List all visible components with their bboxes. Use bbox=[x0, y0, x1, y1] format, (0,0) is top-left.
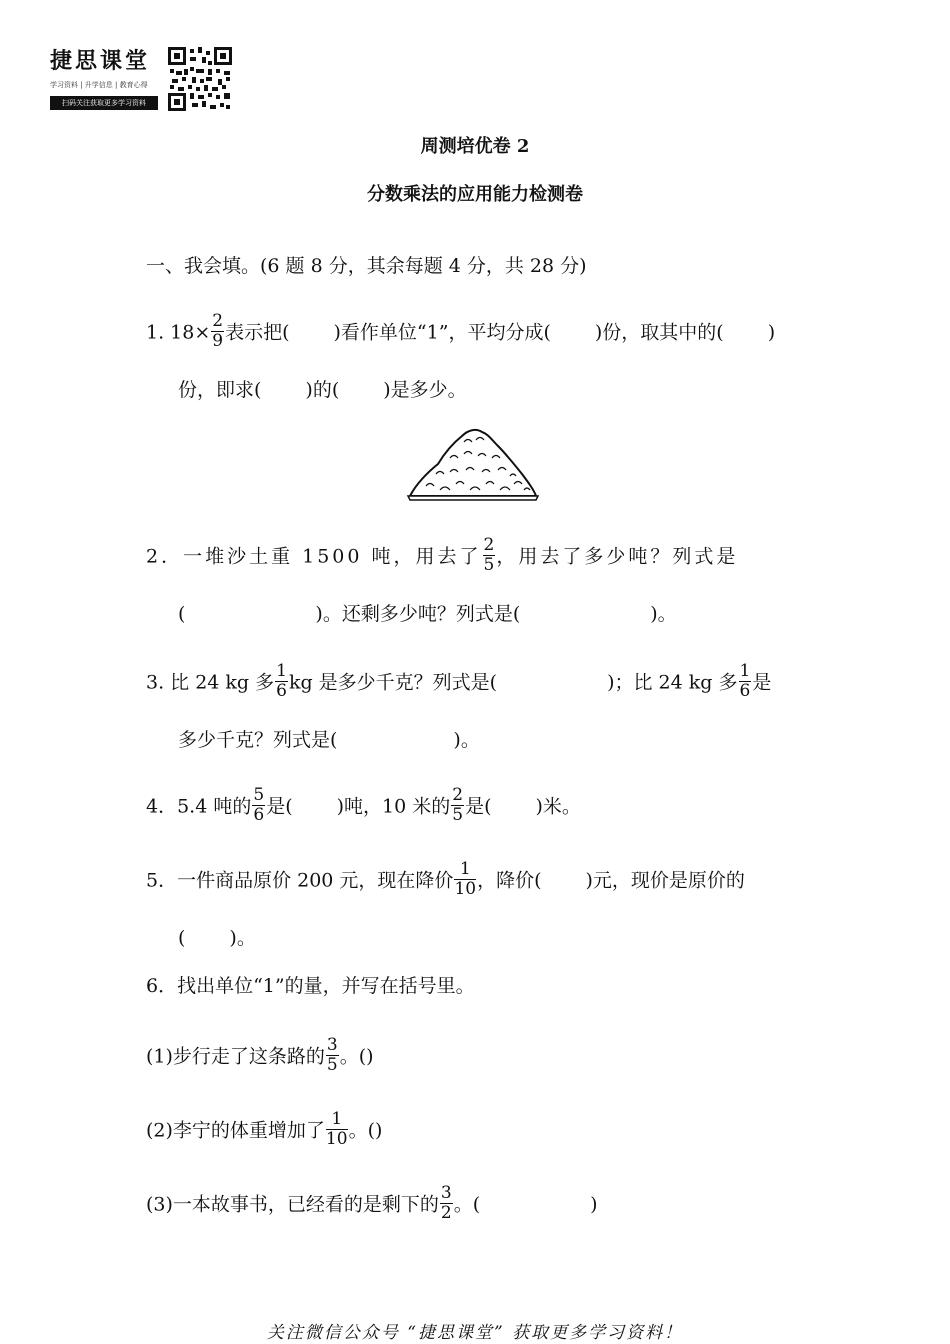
question-6-1: (1)步行走了这条路的 $\frac{3}{5}$ 。() bbox=[146, 1035, 374, 1075]
question-3-line2: 多少千克？列式是( )。 bbox=[178, 729, 480, 751]
fraction: $\frac{1}{10}$ bbox=[454, 859, 477, 899]
question-5: 5．一件商品原价 200 元，现在降价 $\frac{1}{10}$ ，降价( )元，现价是原价的 bbox=[146, 859, 745, 899]
fraction: $\frac{5}{6}$ bbox=[253, 785, 265, 825]
section-heading: 一、我会填。(6 题 8 分，其余每题 4 分，共 28 分) bbox=[146, 255, 587, 277]
fraction: $\frac{2}{5}$ bbox=[483, 535, 495, 575]
q1-prefix: 1. 18× bbox=[146, 321, 211, 344]
sand-pile-image bbox=[406, 424, 540, 504]
question-1-line2: 份，即求( )的( )是多少。 bbox=[178, 379, 467, 401]
fraction: $\frac{3}{5}$ bbox=[326, 1035, 338, 1075]
page-subtitle: 分数乘法的应用能力检测卷 bbox=[367, 184, 583, 205]
question-5-line2: ( )。 bbox=[178, 927, 256, 949]
question-2-line2: ( )。还剩多少吨？列式是( )。 bbox=[178, 603, 677, 625]
question-3: 3. 比 24 kg 多 $\frac{1}{6}$ kg 是多少千克？列式是( )；比 24 kg 多 $\frac{1}{6}$ 是 bbox=[146, 661, 772, 701]
qr-code-icon bbox=[168, 47, 232, 111]
fraction: $\frac{2}{5}$ bbox=[452, 785, 464, 825]
fraction: $\frac{2}{9}$ bbox=[212, 311, 224, 351]
fraction: $\frac{3}{2}$ bbox=[440, 1183, 452, 1223]
fraction: $\frac{1}{6}$ bbox=[739, 661, 751, 701]
logo-bar: 扫码关注获取更多学习资料 bbox=[50, 96, 158, 110]
question-6: 6．找出单位“1”的量，并写在括号里。 bbox=[146, 975, 475, 997]
page-title: 周测培优卷 2 bbox=[420, 136, 530, 157]
logo-tags: 学习资料 | 升学信息 | 教育心得 bbox=[50, 81, 148, 89]
question-4: 4．5.4 吨的 $\frac{5}{6}$ 是( )吨，10 米的 $\frac{2}{5}$ 是( )米。 bbox=[146, 785, 581, 825]
fraction: $\frac{1}{6}$ bbox=[276, 661, 287, 701]
question-1: 1. 18× $\frac{2}{9}$ 表示把( )看作单位“1”，平均分成( )份，取其中的( ) bbox=[146, 311, 776, 351]
footer-note: 关注微信公众号 “捷思课堂” 获取更多学习资料！ bbox=[266, 1323, 684, 1343]
question-6-3: (3)一本故事书，已经看的是剩下的 $\frac{3}{2}$ 。( ) bbox=[146, 1183, 598, 1223]
logo-title: 捷思课堂 bbox=[50, 48, 151, 74]
fraction: $\frac{1}{10}$ bbox=[325, 1109, 348, 1149]
question-2: 2．一堆沙土重 1500 吨，用去了 $\frac{2}{5}$ ，用去了多少吨？列式是 bbox=[146, 535, 739, 575]
question-6-2: (2)李宁的体重增加了 $\frac{1}{10}$ 。() bbox=[146, 1109, 383, 1149]
